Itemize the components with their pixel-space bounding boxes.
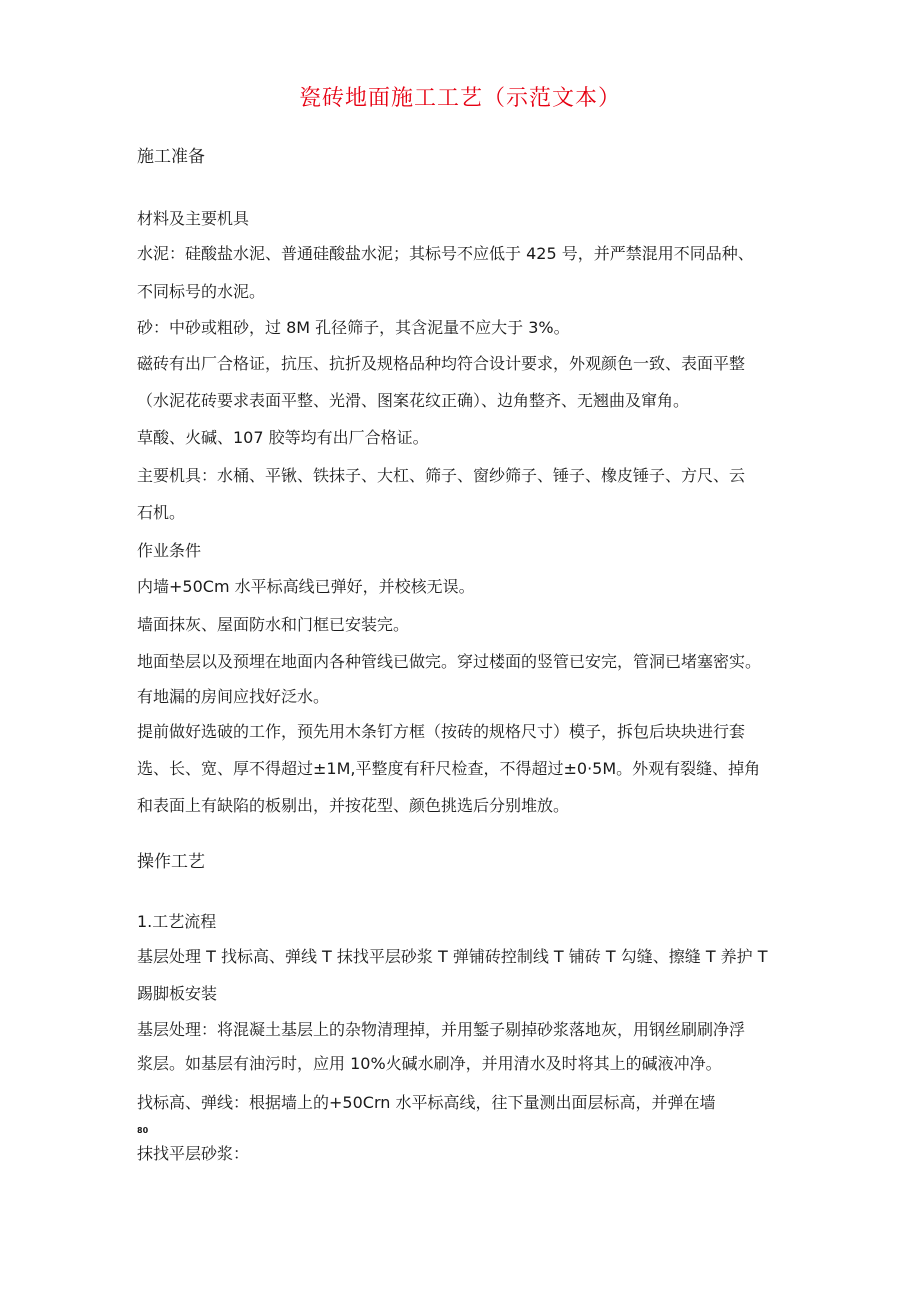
paragraph-condition-2: 墙面抹灰、屋面防水和门框已安装完。: [137, 615, 410, 634]
paragraph-condition-3-line-1: 地面垫层以及预埋在地面内各种管线已做完。穿过楼面的竖管已安完，管洞已堵塞密实。: [137, 652, 762, 671]
paragraph-condition-4-line-1: 提前做好选破的工作，预先用木条钉方框（按砖的规格尺寸）模子，拆包后块块进行套: [137, 722, 746, 741]
paragraph-condition-4-line-2: 选、长、宽、厚不得超过±1M,平整度有秆尺检查，不得超过±0·5M。外观有裂缝、掉角: [137, 759, 761, 778]
paragraph-tile-line-1: 磁砖有出厂合格证，抗压、抗折及规格品种均符合设计要求，外观颜色一致、表面平整: [137, 354, 746, 373]
paragraph-tile-line-2: （水泥花砖要求表面平整、光滑、图案花纹正确）、边角整齐、无翘曲及窜角。: [137, 391, 690, 410]
paragraph-cement-line-2: 不同标号的水泥。: [137, 282, 266, 301]
paragraph-sand: 砂：中砂或粗砂，过 8M 孔径筛子，其含泥量不应大于 3%。: [137, 318, 570, 337]
paragraph-level-mark: 80: [137, 1126, 149, 1135]
paragraph-condition-1: 内墙+50Cm 水平标高线已弹好，并校核无误。: [137, 577, 475, 596]
paragraph-cement-line-1: 水泥：硅酸盐水泥、普通硅酸盐水泥；其标号不应低于 425 号，并严禁混用不同品种、: [137, 244, 754, 263]
paragraph-condition-4-line-3: 和表面上有缺陷的板剔出，并按花型、颜色挑选后分别堆放。: [137, 796, 570, 815]
paragraph-screed: 抹找平层砂浆：: [137, 1144, 250, 1163]
paragraph-base-line-2: 浆层。如基层有油污时，应用 10%火碱水刷净，并用清水及时将其上的碱液冲净。: [137, 1054, 722, 1073]
section-heading-preparation: 施工准备: [137, 147, 205, 167]
subheading-conditions: 作业条件: [137, 541, 202, 560]
subheading-process-flow: 1.工艺流程: [137, 912, 217, 931]
subheading-materials: 材料及主要机具: [137, 209, 250, 228]
document-title: 瓷砖地面施工工艺（示范文本）: [298, 86, 621, 111]
section-heading-operation: 操作工艺: [137, 852, 205, 872]
paragraph-base-line-1: 基层处理：将混凝土基层上的杂物清理掉，并用錾子剔掉砂浆落地灰，用钢丝刷刷净浮: [137, 1020, 746, 1039]
paragraph-chemicals: 草酸、火碱、107 胶等均有出厂合格证。: [137, 428, 429, 447]
paragraph-flow-line-2: 踢脚板安装: [137, 984, 218, 1003]
paragraph-tools-line-1: 主要机具：水桶、平锹、铁抹子、大杠、筛子、窗纱筛子、锤子、橡皮锤子、方尺、云: [137, 466, 746, 485]
paragraph-tools-line-2: 石机。: [137, 503, 186, 522]
paragraph-condition-3-line-2: 有地漏的房间应找好泛水。: [137, 687, 330, 706]
paragraph-level-line-1: 找标高、弹线：根据墙上的+50Crn 水平标高线，往下量测出面层标高，并弹在墙: [137, 1093, 716, 1112]
paragraph-flow-line-1: 基层处理 T 找标高、弹线 T 抹找平层砂浆 T 弹铺砖控制线 T 铺砖 T 勾缝、擦缝 T 养护 T: [137, 947, 768, 966]
